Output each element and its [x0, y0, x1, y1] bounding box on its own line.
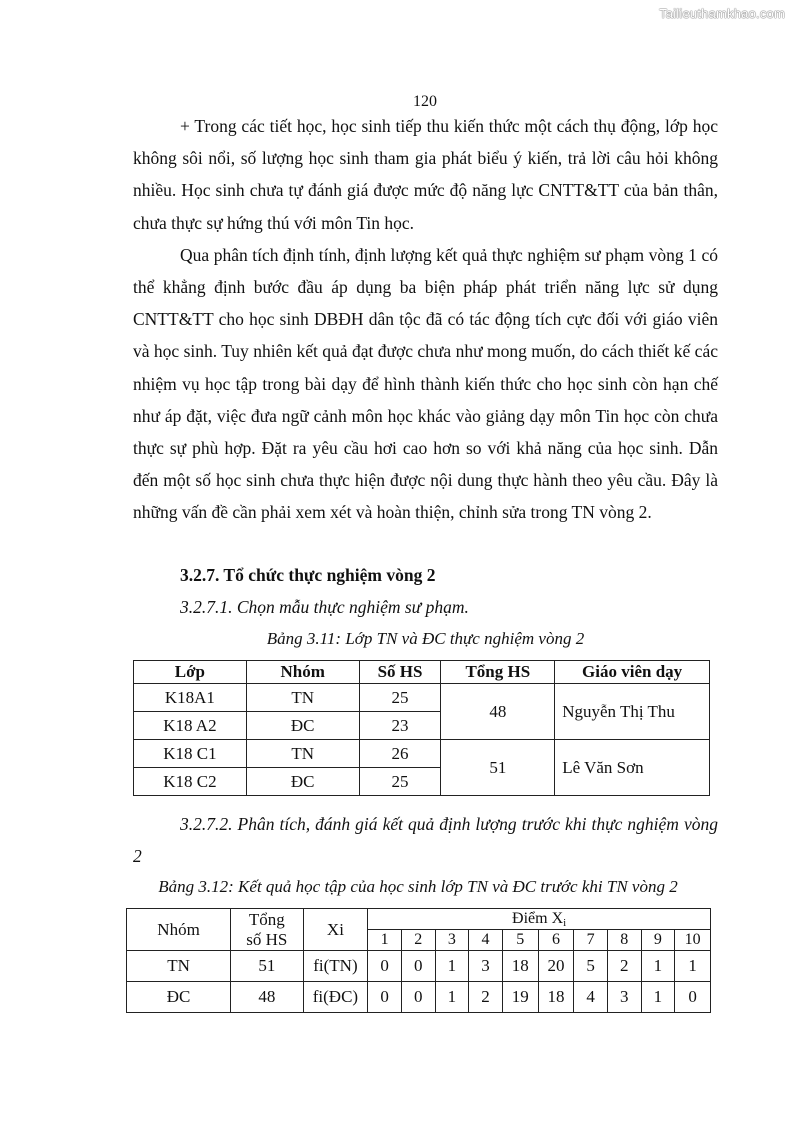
score-header-subscript: i — [563, 916, 567, 929]
total-cell: 51 — [441, 740, 555, 796]
table-header-row — [127, 909, 711, 930]
score-header-label: Điểm X — [512, 909, 564, 927]
table-row — [127, 951, 711, 982]
group-cell: ĐC — [246, 712, 359, 740]
count-cell: 26 — [359, 740, 441, 768]
frequency-label-cell: fi(TN) — [303, 951, 368, 982]
table-row — [134, 684, 710, 712]
score-header: 9 — [641, 930, 675, 951]
score-cell: 1 — [435, 951, 469, 982]
group-cell: TN — [127, 951, 231, 982]
column-header: Nhóm — [127, 909, 231, 951]
score-cell: 18 — [538, 982, 574, 1013]
score-cell: 20 — [538, 951, 574, 982]
score-cell: 1 — [641, 982, 675, 1013]
column-header: Xi — [303, 909, 368, 951]
column-header: Giáo viên dạy — [555, 661, 710, 684]
score-cell: 3 — [469, 951, 503, 982]
score-header: 7 — [574, 930, 608, 951]
column-header: Tổng HS — [441, 661, 555, 684]
score-header: 8 — [607, 930, 641, 951]
total-cell: 48 — [231, 982, 303, 1013]
score-cell: 19 — [502, 982, 538, 1013]
score-cell: 0 — [675, 982, 711, 1013]
score-cell: 5 — [574, 951, 608, 982]
class-table — [133, 660, 710, 796]
score-cell: 0 — [368, 951, 402, 982]
table-caption: Bảng 3.12: Kết quả học tập của học sinh lớp TN và ĐC trước khi TN vòng 2 — [158, 877, 678, 896]
count-cell: 25 — [359, 768, 441, 796]
score-table — [126, 908, 711, 1013]
score-cell: 0 — [368, 982, 402, 1013]
group-cell: ĐC — [127, 982, 231, 1013]
section-heading: 3.2.7. Tổ chức thực nghiệm vòng 2 — [180, 565, 436, 585]
class-cell: K18 C2 — [134, 768, 247, 796]
score-header: 2 — [401, 930, 435, 951]
column-header — [231, 909, 303, 951]
score-header: 5 — [502, 930, 538, 951]
score-cell: 2 — [469, 982, 503, 1013]
score-cell: 1 — [435, 982, 469, 1013]
column-header: Số HS — [359, 661, 441, 684]
column-header-line: số HS — [246, 929, 288, 949]
subsection-heading: 3.2.7.2. Phân tích, đánh giá kết quả định lượng trước khi thực nghiệm vòng 2 — [133, 814, 718, 866]
class-cell: K18A1 — [134, 684, 247, 712]
table-row — [127, 982, 711, 1013]
teacher-cell: Nguyễn Thị Thu — [555, 684, 710, 740]
column-header — [368, 909, 711, 930]
teacher-cell: Lê Văn Sơn — [555, 740, 710, 796]
total-cell: 51 — [231, 951, 303, 982]
class-cell: K18 C1 — [134, 740, 247, 768]
score-header: 4 — [469, 930, 503, 951]
score-header: 3 — [435, 930, 469, 951]
score-cell: 4 — [574, 982, 608, 1013]
score-cell: 0 — [401, 951, 435, 982]
score-cell: 2 — [607, 951, 641, 982]
group-cell: TN — [246, 740, 359, 768]
score-cell: 3 — [607, 982, 641, 1013]
table-header-row — [134, 661, 710, 684]
subsection-heading: 3.2.7.1. Chọn mẫu thực nghiệm sư phạm. — [180, 597, 469, 617]
count-cell: 25 — [359, 684, 441, 712]
score-header: 6 — [538, 930, 574, 951]
group-cell: TN — [246, 684, 359, 712]
total-cell: 48 — [441, 684, 555, 740]
group-cell: ĐC — [246, 768, 359, 796]
column-header: Nhóm — [246, 661, 359, 684]
column-header-line: Tổng — [248, 909, 285, 929]
watermark: Tailieuthamkhao.com — [659, 6, 785, 21]
table-row — [134, 740, 710, 768]
count-cell: 23 — [359, 712, 441, 740]
body-text — [133, 110, 718, 529]
paragraph: + Trong các tiết học, học sinh tiếp thu kiến thức một cách thụ động, lớp học không sôi nổi, số lượng học sinh tham gia phát biểu ý kiến, trả lời câu hỏi không nhiều. Học sinh chưa tự đánh giá được mức độ năng lực CNTT&TT của bản thân, chưa thực sự hứng thú với môn Tin học. — [133, 116, 718, 233]
score-header: 10 — [675, 930, 711, 951]
score-cell: 18 — [502, 951, 538, 982]
column-header: Lớp — [134, 661, 247, 684]
score-cell: 1 — [641, 951, 675, 982]
score-cell: 0 — [401, 982, 435, 1013]
page-number: 120 — [413, 93, 437, 110]
score-header: 1 — [368, 930, 402, 951]
paragraph: Qua phân tích định tính, định lượng kết quả thực nghiệm sư phạm vòng 1 có thể khẳng định bước đầu áp dụng ba biện pháp phát triển năng lực sử dụng CNTT&TT cho học sinh DBĐH dân tộc đã có tác động tích cực đối với giáo viên và học sinh. Tuy nhiên kết quả đạt được chưa như mong muốn, do cách thiết kế các nhiệm vụ học tập trong bài dạy để hình thành kiến thức cho học sinh còn hạn chế như áp đặt, việc đưa ngữ cảnh môn học khác vào giảng dạy môn Tin học còn chưa thực sự phù hợp. Đặt ra yêu cầu hơi cao hơn so với khả năng của học sinh. Dẫn đến một số học sinh chưa thực hiện được nội dung thực hành theo yêu cầu. Đây là những vấn đề cần phải xem xét và hoàn thiện, chỉnh sửa trong TN vòng 2. — [133, 244, 718, 523]
score-cell: 1 — [675, 951, 711, 982]
frequency-label-cell: fi(ĐC) — [303, 982, 368, 1013]
table-caption: Bảng 3.11: Lớp TN và ĐC thực nghiệm vòng 2 — [266, 629, 585, 648]
class-cell: K18 A2 — [134, 712, 247, 740]
